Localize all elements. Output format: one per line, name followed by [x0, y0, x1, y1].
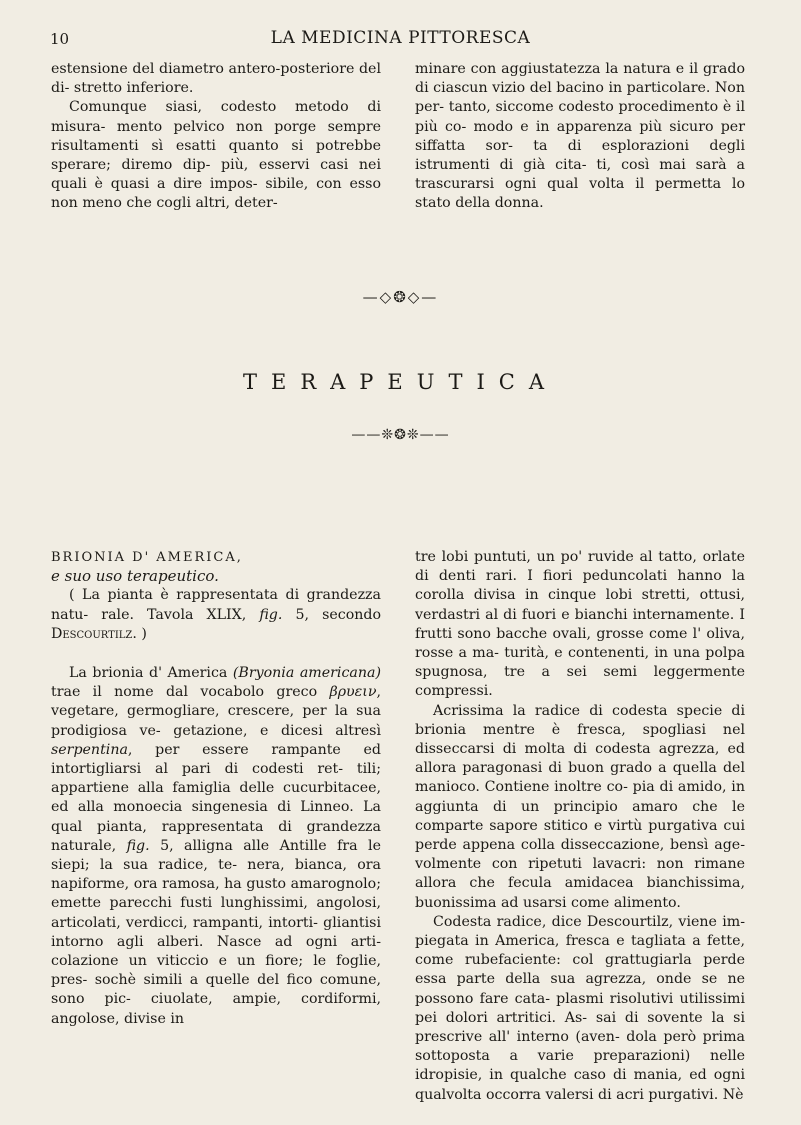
- top-right-column: [415, 60, 745, 214]
- paragraph: minare con aggiustatezza la natura e il grado di ciascun vizio del bacino in particolare. Non per- tanto, siccome codesto procedimento è il più co- modo e in apparenza più sicuro per siffatta sor- ta di esplorazioni degli istrumenti di già cita- ti, così mai sarà a trascurarsi ogni qual volta il permetta lo stato della donna.: [415, 61, 745, 212]
- paragraph: [51, 664, 381, 1029]
- ornament-divider-bottom: ——❊❂❊——: [351, 427, 450, 443]
- paragraph: estensione del diametro antero-posteriore del di- stretto inferiore.: [51, 61, 381, 97]
- article-right-column: [415, 548, 745, 1105]
- article-title: BRIONIA D' AMERICA,: [51, 550, 243, 565]
- plate-note: [51, 586, 381, 644]
- paragraph: Codesta radice, dice Descourtilz, viene im- piegata in America, fresca e tagliata a fette, come rubefaciente: col grattugiarla perde essa parte della sua agrezza, onde se ne possono fare cata- plasmi risolutivi utilissimi pei dolori artritici. As- sai di sovente la si prescrive all' interno (aven- dola però prima sottoposta a varie preparazioni) nelle idropisie, in qualche caso di mania, ed ogni qualvolta occorra valersi di acri purgativi. Nè: [415, 913, 745, 1103]
- note-text: . ): [132, 625, 147, 642]
- section-title: TERAPEUTICA: [242, 370, 558, 394]
- greek-word: βρυειν: [329, 684, 377, 701]
- text-run: 5, alligna alle Antille fra le siepi; la sua radice, te- nera, bianca, ora napiforme, ora ramosa, ha gusto amarognolo; emette parecchi fusti lunghissimi, angolosi, articolati, verdicci, rampanti, intorti- gliantisi intorno agli alberi. Nasce ad ogni arti- colazione un viticcio e un fiore; le foglie, pres- sochè simili a quelle del fico comune, sono pic- ciuolate, ampie, cordiformi, angolose, divise in: [51, 837, 381, 1027]
- fig-ref: fig.: [126, 837, 150, 854]
- paragraph: tre lobi puntuti, un po' ruvide al tatto, orlate di denti rari. I fiori peduncolati hanno la corolla divisa in cinque lobi stretti, ottusi, verdastri al di fuori e bianchi internamente. I frutti sono bacche ovali, grosse come l' oliva, rosse a ma- turità, e contenenti, in una polpa spugnosa, tre a sei semi leggermente compressi.: [415, 549, 745, 700]
- text-run: La brionia d' America: [69, 665, 233, 682]
- text-run: , per essere rampante ed intortigliarsi al pari di codesti ret- tili; appartiene alla famiglia delle cucurbitacee, ed alla monoecia singenesia di Linneo. La qual pianta, rappresentata di grandezza naturale,: [51, 741, 381, 854]
- text-run: trae il nome dal vocabolo greco: [51, 684, 330, 701]
- article-left-column: [51, 548, 381, 1029]
- article-subtitle: e suo uso terapeutico.: [51, 567, 219, 586]
- latin-name: (Bryonia americana): [232, 665, 381, 682]
- note-text: 5, secondo: [282, 606, 382, 623]
- paragraph: Acrissima la radice di codesta specie di brionia mentre è fresca, spogliasi nel disseccarsi di molta di codesta agrezza, ed allora paragonasi di buon grado a quella del manioco. Contiene inoltre co- pia di amido, in aggiunta di un principio amaro che le comparte sapore stitico e virtù purgativa cui perde appena colla disseccazione, bensì age- volmente con ripetuti lavacri: non rimane allora che fecula amidacea bianchissima, buonissima ad usarsi come alimento.: [415, 702, 745, 911]
- page-number: 10: [50, 30, 70, 48]
- text-run: , vegetare, germogliare, crescere, per la sua prodigiosa ve- getazione, e dicesi altresì: [51, 684, 381, 739]
- running-title: LA MEDICINA PITTORESCA: [270, 28, 531, 48]
- note-fig: fig.: [259, 606, 283, 623]
- top-left-column: [51, 60, 381, 214]
- italic-word: serpentina: [51, 741, 128, 758]
- paragraph: Comunque siasi, codesto metodo di misura- mento pelvico non porge sempre risultamenti sì esatti quanto si potrebbe sperare; diremo dip- più, esservi casi nei quali è quasi a dire impos- sibile, con esso non meno che cogli altri, deter-: [51, 99, 381, 212]
- note-text: ( La pianta è rappresentata di grandezza natu- rale. Tavola XLIX,: [51, 587, 381, 623]
- note-author: Descourtilz: [51, 625, 133, 642]
- ornament-divider-top: —◇❂◇—: [362, 288, 439, 306]
